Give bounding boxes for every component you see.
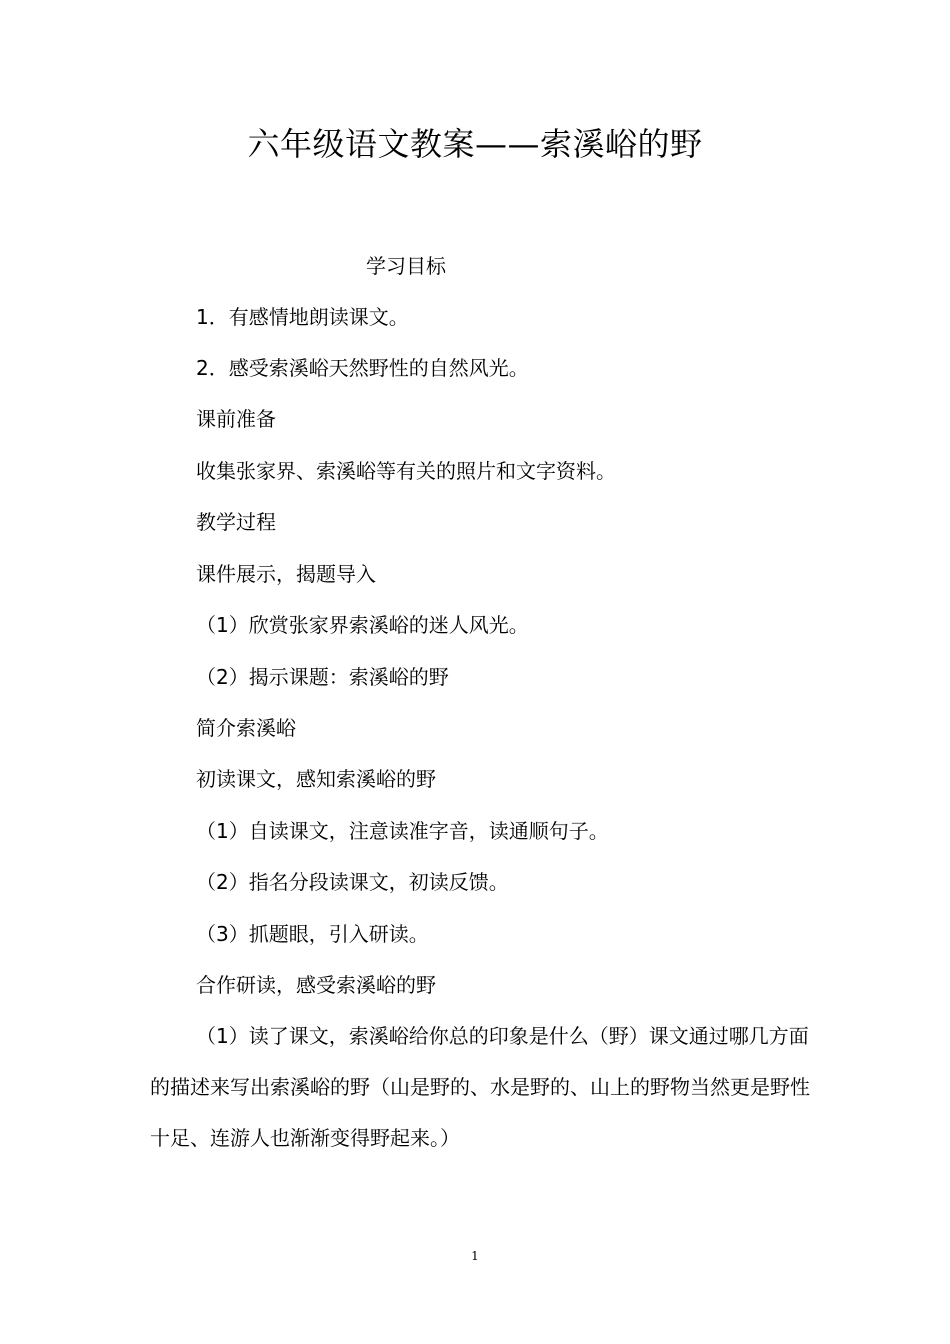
process-step-intro: 课件展示，揭题导入 [196, 562, 376, 586]
process-step-intro-item-2: （2）揭示课题：索溪峪的野 [196, 665, 449, 689]
section-heading-prep: 课前准备 [196, 407, 276, 431]
process-step-read: 初读课文，感知索溪峪的野 [196, 767, 436, 791]
section-heading-objectives: 学习目标 [366, 254, 446, 278]
process-step-read-item-1: （1）自读课文，注意读准字音，读通顺句子。 [196, 819, 609, 843]
process-step-read-item-2: （2）指名分段读课文，初读反馈。 [196, 870, 509, 894]
page-number: 1 [471, 1249, 479, 1263]
section-heading-process: 教学过程 [196, 510, 276, 534]
process-step-study: 合作研读，感受索溪峪的野 [196, 973, 436, 997]
prep-text: 收集张家界、索溪峪等有关的照片和文字资料。 [196, 459, 616, 483]
process-step-brief: 简介索溪峪 [196, 716, 296, 740]
objective-item-1: 1．有感情地朗读课文。 [196, 305, 409, 329]
objective-item-2: 2．感受索溪峪天然野性的自然风光。 [196, 356, 529, 380]
process-step-study-item-1: （1）读了课文，索溪峪给你总的印象是什么（野）课文通过哪几方面的描述来写出索溪峪的野（山是野的、水是野的、山上的野物当然更是野性十足、连游人也渐渐变得野起来。） [150, 1024, 810, 1150]
document-title: 六年级语文教案——索溪峪的野 [247, 125, 703, 163]
process-step-read-item-3: （3）抓题眼，引入研读。 [196, 922, 429, 946]
process-step-intro-item-1: （1）欣赏张家界索溪峪的迷人风光。 [196, 613, 529, 637]
